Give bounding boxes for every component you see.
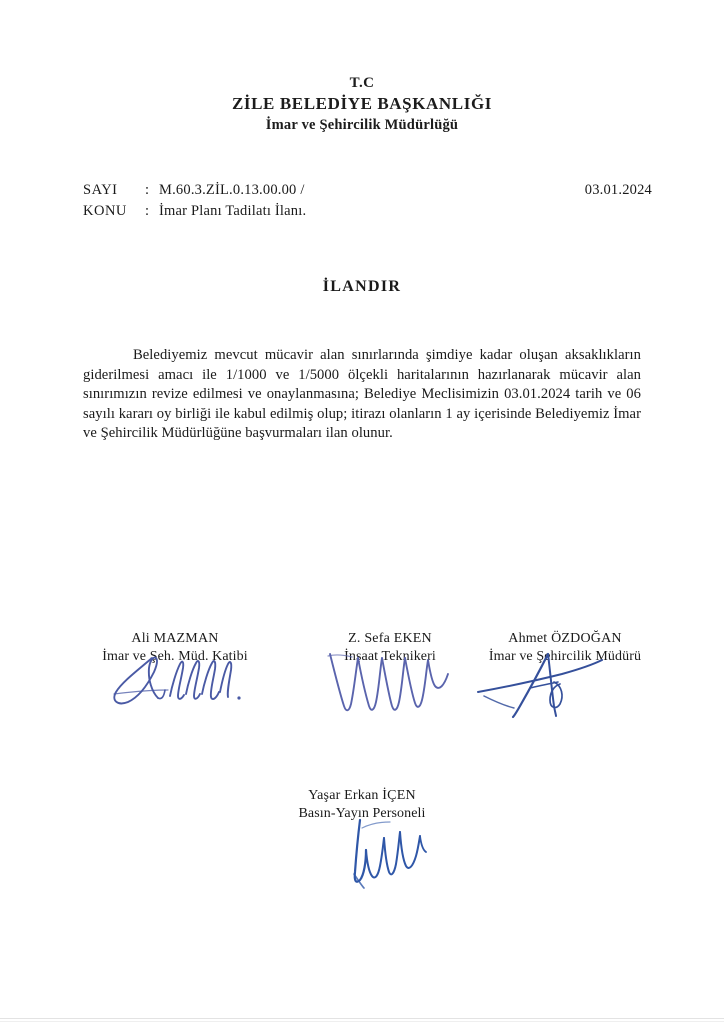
signature-row: [0, 630, 724, 740]
sayi-label: SAYI: [83, 182, 118, 198]
letterhead-line-institution: ZİLE BELEDİYE BAŞKANLIĞI: [231, 94, 493, 113]
document-body-paragraph: Belediyemiz mevcut mücavir alan sınırlarında şimdiye kadar oluşan aksaklıkların giderilmesi amacı ile 1/1000 ve 1/5000 ölçekli haritalarının hazırlanarak mücavir alan sınırımızın revize edilmesi ve onaylanmasına; Belediye Meclisimizin 03.01.2024 tarih ve 06 sayılı kararı oy birliği ile kabul edilmiş olup; itirazı olanların 1 ay içerisinde Belediyemiz İmar ve Şehircilik Müdürlüğüne başvurmaları ilan olunur.: [83, 347, 641, 442]
document-date: 03.01.2024: [584, 182, 652, 198]
konu-value: İmar Planı Tadilatı İlanı.: [159, 203, 307, 219]
signer-role: İnşaat Teknikeri: [344, 649, 436, 664]
signer-role: Basın-Yayın Personeli: [298, 806, 426, 821]
signer-name: Ahmet ÖZDOĞAN: [508, 631, 622, 646]
signature-block-ahmet-ozdogan: [450, 630, 680, 666]
signer-role: İmar ve Şeh. Müd. Katibi: [102, 649, 248, 664]
letterhead-line-department: İmar ve Şehircilik Müdürlüğü: [265, 117, 459, 133]
signature-block-yasar-erkan-icen: [247, 787, 477, 823]
document-meta: [83, 180, 306, 222]
letterhead-line-tc: T.C: [349, 75, 375, 91]
document-title: İLANDIR: [322, 278, 402, 295]
signer-name: Ali MAZMAN: [131, 631, 219, 646]
meta-row-sayi: [83, 180, 306, 201]
sayi-colon: :: [145, 182, 150, 198]
konu-label: KONU: [83, 203, 127, 219]
signer-role: İmar ve Şehircilik Müdürü: [488, 649, 642, 664]
konu-colon: :: [145, 203, 150, 219]
letterhead: [0, 74, 724, 135]
scan-edge-line-secondary: [0, 1021, 724, 1022]
signer-name: Yaşar Erkan İÇEN: [308, 788, 416, 803]
sayi-value: M.60.3.ZİL.0.13.00.00 /: [159, 182, 305, 198]
meta-row-konu: [83, 201, 306, 222]
handwritten-signature-icon-yasar-erkan-icen: [336, 818, 446, 890]
signer-name: Z. Sefa EKEN: [348, 631, 432, 646]
signature-block-ali-mazman: [60, 630, 290, 666]
scan-edge-line: [0, 1018, 724, 1019]
